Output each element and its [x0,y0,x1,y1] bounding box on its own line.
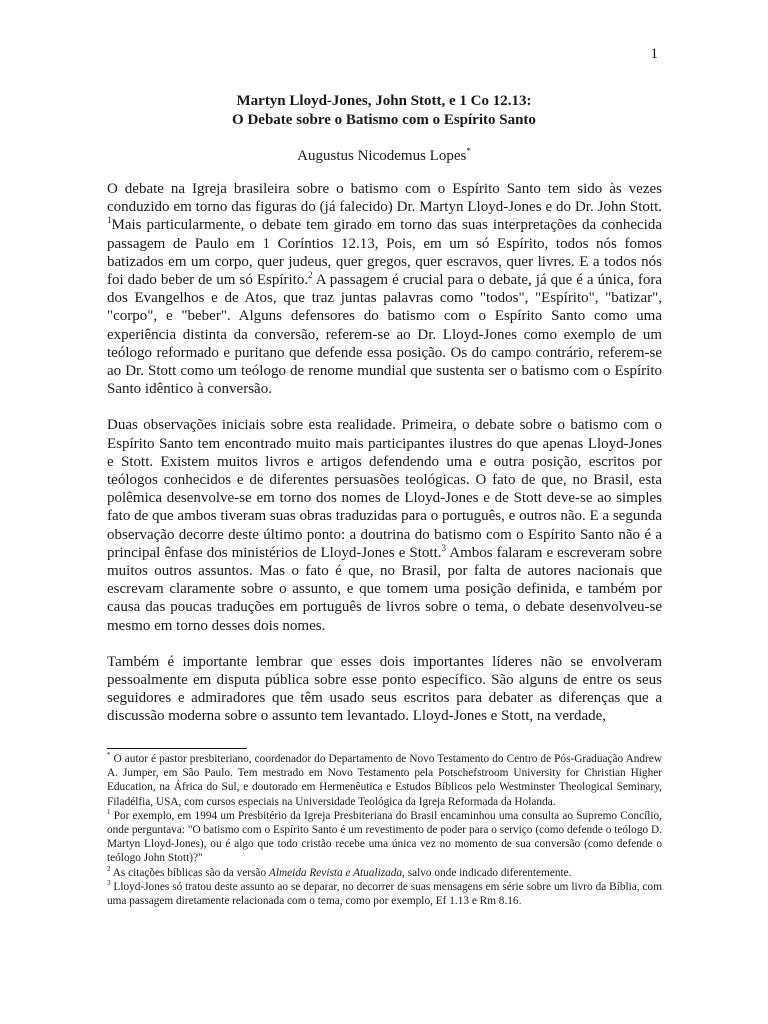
footnote-1-text: Por exemplo, em 1994 um Presbitério da Igreja Presbiteriana do Brasil encaminhou uma consulta ao Supremo Concílio, onde perguntava: "O batismo com o Espírito Santo é um revestimento de poder para o serviço (como defende o teólogo D. Martyn Lloyd-Jones), ou é algo que todo cristão recebe uma única vez no momento de sua conversão (como defende o teólogo John Stott)?" [107,809,662,865]
footnotes [107,752,662,908]
author-line [0,146,768,165]
title-line-1: Martyn Lloyd-Jones, John Stott, e 1 Co 12.13: [236,93,532,109]
page-number: 1 [650,46,658,62]
footnote-ref-2: 2 [308,270,313,281]
footnote-divider [107,748,247,749]
paragraph-1 [107,180,662,398]
paragraph-1-part-b: Mais particularmente, o debate tem girado em torno das suas interpretações da conhecida passagem de Paulo em 1 Coríntios 12.13, Pois, em um só Espírito, todos nós fomos batizados em um corpo, quer judeus, quer gregos, quer escravos, quer livres. E a todos nós foi dado beber de um só Espírito. [107,217,662,289]
footnote-3-text: Lloyd-Jones só tratou deste assunto ao se deparar, no decorrer de suas mensagens em série sobre um livro da Bíblia, com uma passagem diretamente relacionada com o tema, como por exemplo, Ef 1.13 e Rm 8.16. [107,880,662,908]
paragraph-2-part-a: Duas observações iniciais sobre esta realidade. Primeira, o debate sobre o batismo com o Espírito Santo tem encontrado muito mais participantes ilustres do que apenas Lloyd-Jones e Stott. Existem muitos livros e artigos defendendo uma e outra posição, escritos por teólogos conhecidos e de diferentes persuasões teológicas. O fato de que, no Brasil, esta polêmica desenvolve-se em torno dos nomes de Lloyd-Jones e de Stott deve-se ao simples fato de que ambos tiveram suas obras traduzidas para o português, e outros não. E a segunda observação decorre deste último ponto: a doutrina do batismo com o Espírito Santo não é a principal ênfase dos ministérios de Lloyd-Jones e Stott. [107,417,662,561]
footnote-1 [107,809,662,866]
footnote-3 [107,880,662,908]
footnote-2-before: As citações bíblicas são da versão [110,866,269,879]
paragraph-1-part-a: O debate na Igreja brasileira sobre o batismo com o Espírito Santo tem sido às vezes conduzido em torno das figuras do (já falecido) Dr. Martyn Lloyd-Jones e do Dr. John Stott. [107,181,662,216]
paragraph-3: Também é importante lembrar que esses dois importantes líderes não se envolveram pessoalmente em disputa pública sobre esse ponto específico. São alguns de entre os seus seguidores e admiradores que têm usado seus escritos para debater as diferenças que a discussão moderna sobre o assunto tem levantado. Lloyd-Jones e Stott, na verdade, [107,653,662,725]
footnote-2-after: , salvo onde indicado diferentemente. [402,866,572,879]
footnote-3-mark: 3 [107,879,111,888]
footnote-author-mark: * [107,751,111,760]
paragraph-1-part-c: A passagem é crucial para o debate, já que é a única, fora dos Evangelhos e de Atos, que traz juntas palavras como "todos", "Espírito", "batizar", "corpo", e "beber". Alguns defensores do batismo com o Espírito Santo como uma experiência distinta da conversão, referem-se ao Dr. Lloyd-Jones como exemplo de um teólogo reformado e puritano que defende essa posição. Os do campo contrário, referem-se ao Dr. Stott como um teólogo de renome mundial que sustenta ser o batismo com o Espírito Santo idêntico à conversão. [107,272,662,398]
footnote-2 [107,866,662,880]
footnote-author [107,752,662,809]
paragraph-2 [107,416,662,634]
document-title [0,92,768,130]
footnote-ref-1: 1 [107,215,112,226]
footnote-author-text: O autor é pastor presbiteriano, coordenador do Departamento de Novo Testamento do Centro de Pós-Graduação Andrew A. Jumper, em São Paulo. Tem mestrado em Novo Testamento pela Potschefstroom University for Christian Higher Education, na África do Sul, e doutorado em Hermenêutica e Estudos Bíblicos pelo Westminster Theological Seminary, Filadélfia, USA, com cursos especiais na Universidade Teológica da Igreja Reformada da Holanda. [107,753,662,808]
footnote-2-mark: 2 [107,864,111,873]
footnote-ref-3: 3 [441,542,447,553]
title-line-2: O Debate sobre o Batismo com o Espírito Santo [232,112,536,128]
author-footnote-mark: * [466,146,471,156]
paragraph-2-part-b: Ambos falaram e escreveram sobre muitos outros assuntos. Mas o fato é que, no Brasil, por falta de autores nacionais que escrevam claramente sobre o assunto, e que tomem uma posição definida, e também por causa das poucas traduções em português de livros sobre o tema, o debate desenvolveu-se mesmo em torno desses dois nomes. [107,544,662,634]
author-name: Augustus Nicodemus Lopes [297,148,467,164]
footnote-1-mark: 1 [107,808,111,817]
footnote-2-bible-version: Almeida Revista e Atualizada [268,866,403,879]
body-text [107,180,662,744]
